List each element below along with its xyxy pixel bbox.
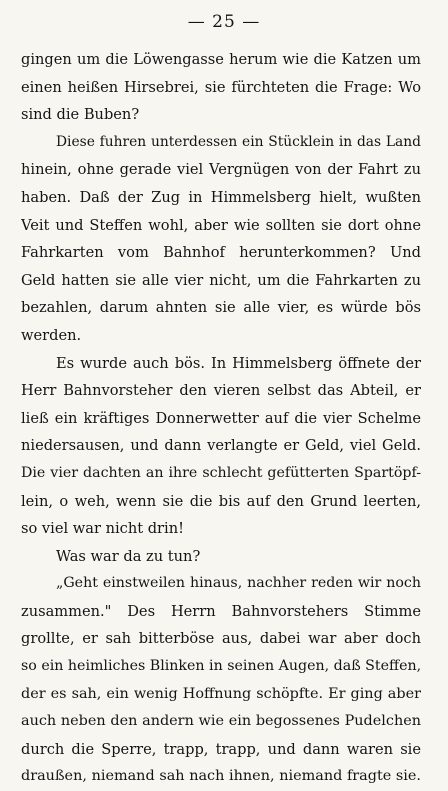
text-line: Diese fuhren unterdessen ein Stücklein in das Land bbox=[56, 133, 421, 150]
text-line: durch die Sperre, trapp, trapp, und dann waren sie bbox=[21, 740, 421, 758]
text-line: auch neben den andern wie ein begossenes Pudelchen bbox=[21, 713, 421, 730]
text-line: werden. bbox=[21, 326, 82, 344]
body-text bbox=[21, 46, 421, 791]
text-line: grollte, er sah bitterböse aus, dabei war aber doch bbox=[21, 630, 421, 648]
text-line: Veit und Steffen wohl, aber wie sollten sie dort ohne bbox=[21, 216, 421, 234]
text-line: ließ ein kräftiges Donnerwetter auf die vier Schelme bbox=[21, 409, 421, 427]
text-line: Geld hatten sie alle vier nicht, um die Fahrkarten zu bbox=[21, 271, 421, 289]
text-line: bezahlen, darum ahnten sie alle vier, es würde bös bbox=[21, 299, 421, 317]
text-line: Fahrkarten vom Bahnhof herunterkommen? Und bbox=[21, 244, 421, 262]
text-line: haben. Daß der Zug in Himmelsberg hielt, wußten bbox=[21, 188, 421, 206]
text-line: niedersausen, und dann verlangte er Geld, viel Geld. bbox=[21, 437, 421, 455]
text-line: gingen um die Löwengasse herum wie die Katzen um bbox=[21, 51, 421, 68]
text-line: draußen, niemand sah nach ihnen, niemand fragte sie. bbox=[21, 768, 421, 785]
page-number: — 25 — bbox=[187, 12, 261, 32]
text-line: einen heißen Hirsebrei, sie fürchteten die Frage: Wo bbox=[21, 78, 421, 96]
text-line: so ein heimliches Blinken in seinen Augen, daß Steffen, bbox=[21, 658, 421, 675]
text-line: Herr Bahnvorsteher den vieren selbst das Abteil, er bbox=[21, 382, 421, 400]
text-line: Es wurde auch bös. In Himmelsberg öffnete der bbox=[56, 354, 421, 372]
text-line: so viel war nicht drin! bbox=[21, 520, 184, 538]
text-line: Was war da zu tun? bbox=[56, 547, 201, 565]
text-line: „Geht einstweilen hinaus, nachher reden wir noch bbox=[56, 575, 421, 592]
text-line: zusammen." Des Herrn Bahnvorstehers Stimme bbox=[21, 602, 421, 620]
text-line: lein, o weh, wenn sie die bis auf den Grund leerten, bbox=[21, 492, 421, 510]
text-line: Die vier dachten an ihre schlecht gefütterten Spartöpf- bbox=[21, 464, 421, 481]
text-line: hinein, ohne gerade viel Vergnügen von der Fahrt zu bbox=[21, 161, 421, 179]
text-line: sind die Buben? bbox=[21, 106, 140, 124]
text-line: der es sah, ein wenig Hoffnung schöpfte. Er ging aber bbox=[21, 685, 421, 702]
